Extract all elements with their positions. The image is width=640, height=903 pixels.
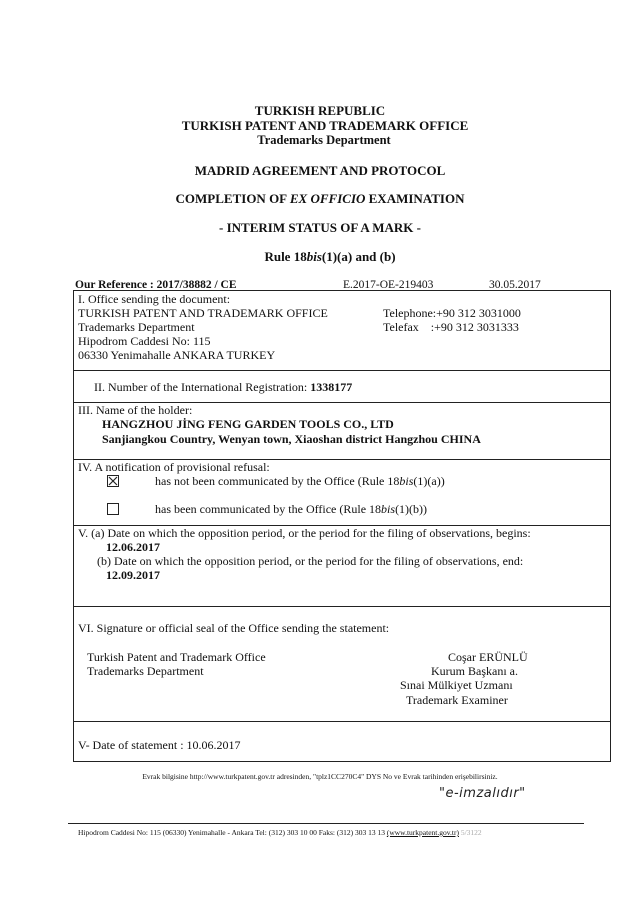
section-registration <box>74 371 610 403</box>
opposition-begin-date: 12.06.2017 <box>106 540 160 554</box>
signer-name: Coşar ERÜNLÜ <box>448 650 528 664</box>
our-reference: Our Reference : 2017/38882 / CE <box>75 279 237 291</box>
section-opposition <box>74 526 610 607</box>
section-holder <box>74 403 610 460</box>
office-heading: I. Office sending the document: <box>78 292 231 306</box>
completion-title <box>0 191 640 207</box>
registration-number: 1338177 <box>310 380 353 394</box>
refusal-heading: IV. A notification of provisional refusal: <box>78 460 270 474</box>
completion-italic: EX OFFICIO <box>289 191 366 206</box>
office-title: TURKISH PATENT AND TRADEMARK OFFICE <box>181 118 469 133</box>
footer-website-link[interactable]: (www.turkpatent.gov.tr) <box>386 828 459 837</box>
holder-heading: III. Name of the holder: <box>78 403 193 417</box>
office-department: Trademarks Department <box>78 320 195 334</box>
republic-title: TURKISH REPUBLIC <box>254 103 386 118</box>
footer-code: 5/3122 <box>458 828 482 837</box>
section-office <box>74 291 610 371</box>
signer-title3: Trademark Examiner <box>406 693 508 707</box>
completion-post: EXAMINATION <box>365 191 465 206</box>
section-signature <box>74 607 610 722</box>
not-communicated-label <box>155 474 445 489</box>
office-street: Hipodrom Caddesi No: 115 <box>78 334 211 348</box>
office-telefax: Telefax :+90 312 3031333 <box>383 320 519 334</box>
registration-label: II. Number of the International Registration: <box>94 380 311 394</box>
signature-office-line1: Turkish Patent and Trademark Office <box>87 650 266 664</box>
reference-date: 30.05.2017 <box>489 279 541 291</box>
section-refusal <box>74 460 610 526</box>
communicated-label <box>155 502 427 517</box>
status-form <box>73 290 611 762</box>
esign-note: Evrak bilgisine http://www.turkpatent.gov.tr adresinden, "tplz1CC270C4" DYS No ve Evrak tarihinden erişebilirsiniz. <box>142 772 498 781</box>
communicated-checkbox[interactable] <box>107 503 119 515</box>
opposition-end-label: (b) Date on which the opposition period, or the period for the filing of observations, end: <box>97 554 524 568</box>
opposition-begin-label: V. (a) Date on which the opposition period, or the period for the filing of observations, begins: <box>78 526 531 540</box>
office-name: TURKISH PATENT AND TRADEMARK OFFICE <box>78 306 328 320</box>
office-telephone: Telephone:+90 312 3031000 <box>383 306 521 320</box>
statement-date: V- Date of statement : 10.06.2017 <box>78 738 241 752</box>
registration-line <box>94 380 352 395</box>
option2-pre: has been communicated by the Office (Rule 18 <box>155 502 382 516</box>
not-communicated-checkbox[interactable] <box>107 475 119 487</box>
esign-mark: "e-imzalıdır" <box>439 786 526 801</box>
office-city: 06330 Yenimahalle ANKARA TURKEY <box>78 348 276 362</box>
signature-office-line2: Trademarks Department <box>87 664 204 678</box>
footer-divider <box>68 823 584 824</box>
completion-pre: COMPLETION OF <box>175 191 290 206</box>
holder-name: HANGZHOU JİNG FENG GARDEN TOOLS CO., LTD <box>102 417 394 431</box>
footer-address-text: Hipodrom Caddesi No: 115 (06330) Yenimahalle - Ankara Tel: (312) 303 10 00 Faks: (312) 303 13 13 <box>78 828 387 837</box>
option2-post: (1)(b)) <box>395 502 428 516</box>
interim-title: - INTERIM STATUS OF A MARK - <box>219 220 421 235</box>
option1-italic: bis <box>399 474 414 488</box>
opposition-end-date: 12.09.2017 <box>106 568 160 582</box>
option2-italic: bis <box>381 502 396 516</box>
footer-address <box>78 828 482 837</box>
section-statement-date <box>74 722 610 762</box>
signer-title1: Kurum Başkanı a. <box>431 664 518 678</box>
signer-title2: Sınai Mülkiyet Uzmanı <box>400 678 513 692</box>
option1-post: (1)(a)) <box>413 474 445 488</box>
department-title: Trademarks Department <box>257 133 391 147</box>
rule-italic: bis <box>306 249 322 264</box>
check-x-icon <box>108 476 118 486</box>
rule-post: (1)(a) and (b) <box>321 249 396 264</box>
document-number: E.2017-OE-219403 <box>343 279 434 291</box>
option1-pre: has not been communicated by the Office (Rule 18 <box>155 474 400 488</box>
agreement-title: MADRID AGREEMENT AND PROTOCOL <box>194 163 446 178</box>
signature-heading: VI. Signature or official seal of the Office sending the statement: <box>78 621 390 635</box>
rule-title <box>0 249 640 265</box>
holder-address: Sanjiangkou Country, Wenyan town, Xiaoshan district Hangzhou CHINA <box>102 432 481 446</box>
rule-pre: Rule 18 <box>264 249 307 264</box>
